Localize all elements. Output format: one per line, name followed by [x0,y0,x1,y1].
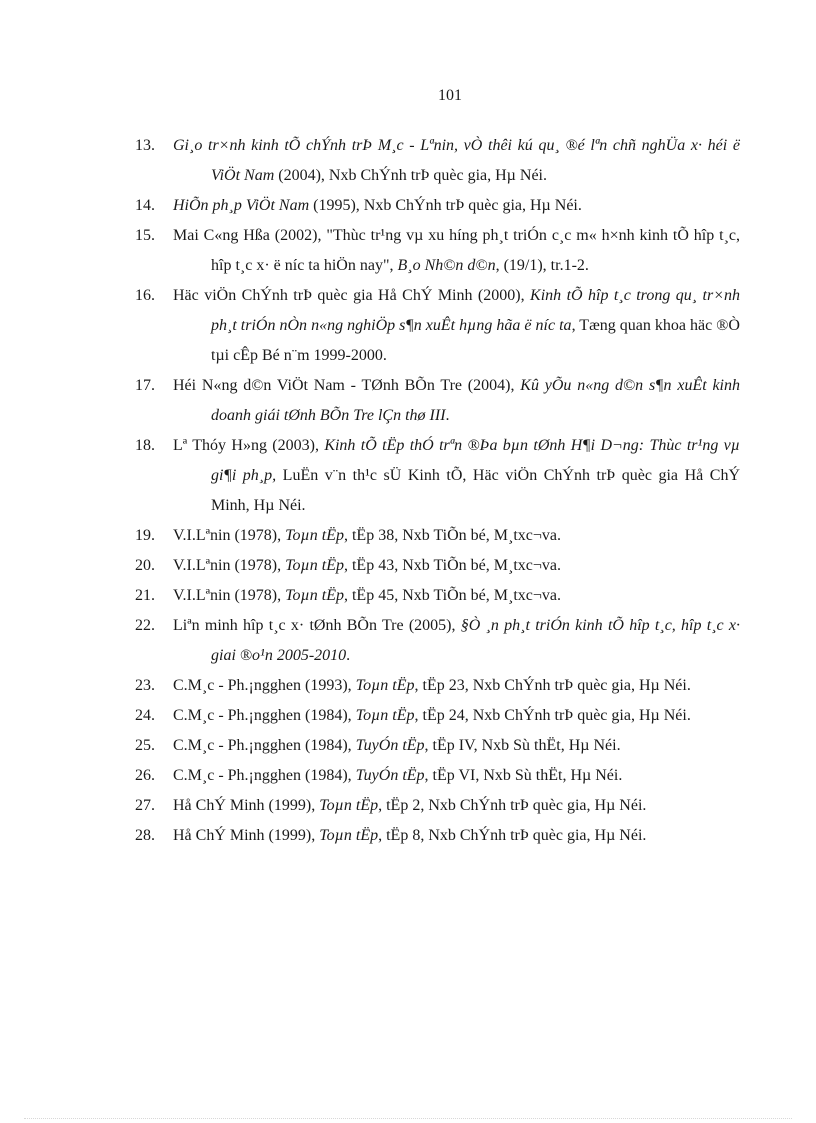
reference-detail: V.I.Lªnin (1978), [173,527,286,544]
reference-text [173,791,740,821]
reference-title: Gi¸o tr×nh kinh tÕ chÝnh trÞ M¸c - Lªnin, vÒ thêi kú qu¸ ®é lªn chñ nghÜa x· héi ë ViÖt Nam [173,137,740,184]
reference-title: TuyÓn tËp [355,737,425,754]
reference-detail: Mai C«ng Hßa (2002), "Thùc tr¹ng vµ xu híng ph¸t triÓn c¸c m« h×nh kinh tÕ hîp t¸c, hîp t¸c x· ë níc ta hiÖn nay", [173,227,740,274]
reference-number: 14. [135,197,155,214]
reference-number: 27. [135,797,155,814]
reference-text [173,221,740,281]
reference-text [173,701,740,731]
reference-title: HiÕn ph¸p ViÖt Nam [173,197,310,214]
reference-text [173,671,740,701]
reference-number: 20. [135,557,155,574]
reference-item [135,131,740,191]
reference-detail: (1995), Nxb ChÝnh trÞ quèc gia, Hµ Néi. [309,197,582,214]
reference-title: Toµn tËp [355,677,415,694]
reference-text [173,611,740,671]
reference-text [173,731,740,761]
reference-text [173,281,740,371]
reference-detail: , tËp 43, Nxb TiÕn bé, M¸txc¬va. [343,557,562,574]
reference-detail: , tËp 38, Nxb TiÕn bé, M¸txc¬va. [343,527,562,544]
reference-title: Toµn tËp [285,557,344,574]
reference-item [135,821,740,851]
reference-text [173,371,740,431]
reference-item [135,281,740,371]
reference-detail: C.M¸c - Ph.¡ngghen (1984), [173,707,356,724]
reference-title: Toµn tËp [319,797,379,814]
reference-detail: , tËp 24, Nxb ChÝnh trÞ quèc gia, Hµ Néi. [414,707,691,724]
reference-text [173,131,740,191]
reference-detail: Liªn minh hîp t¸c x· tØnh BÕn Tre (2005), [173,617,461,634]
reference-detail: , tËp 23, Nxb ChÝnh trÞ quèc gia, Hµ Néi. [414,677,691,694]
reference-detail: , tËp VI, Nxb Sù thËt, Hµ Néi. [424,767,623,784]
reference-list [135,131,740,851]
reference-number: 26. [135,767,155,784]
reference-detail: V.I.Lªnin (1978), [173,587,286,604]
reference-number: 28. [135,827,155,844]
reference-detail: Lª Thóy H»ng (2003), [173,437,325,454]
reference-item [135,431,740,521]
reference-detail: (2004), Nxb ChÝnh trÞ quèc gia, Hµ Néi. [274,167,547,184]
reference-text [173,821,740,851]
reference-title: Toµn tËp [285,527,344,544]
reference-number: 21. [135,587,155,604]
reference-item [135,761,740,791]
reference-title: Toµn tËp [285,587,344,604]
reference-number: 15. [135,227,155,244]
reference-item [135,551,740,581]
reference-detail: V.I.Lªnin (1978), [173,557,286,574]
reference-number: 16. [135,287,155,304]
page-number: 101 [438,87,462,104]
reference-detail: . [346,647,351,664]
reference-title: Toµn tËp [355,707,415,724]
reference-title: Kû yÕu n«ng d©n s¶n xuÊt kinh doanh giái tØnh BÕn Tre lÇn thø III [211,377,741,424]
reference-number: 13. [135,137,155,154]
reference-title: Toµn tËp [319,827,379,844]
reference-title: Kinh tÕ hîp t¸c trong qu¸ tr×nh ph¸t triÓn nÒn n«ng nghiÖp s¶n xuÊt hµng hãa ë níc ta [211,287,740,334]
reference-item [135,791,740,821]
reference-detail: , tËp 45, Nxb TiÕn bé, M¸txc¬va. [343,587,562,604]
reference-detail: Héi N«ng d©n ViÖt Nam - TØnh BÕn Tre (2004), [173,377,521,394]
reference-detail: C.M¸c - Ph.¡ngghen (1993), [173,677,356,694]
page-bottom-divider [24,1118,792,1119]
reference-number: 18. [135,437,155,454]
reference-detail: , tËp IV, Nxb Sù thËt, Hµ Néi. [424,737,621,754]
reference-detail: LuËn v¨n th¹c sÜ Kinh tÕ, Häc viÖn ChÝnh trÞ quèc gia Hå ChÝ Minh, Hµ Néi. [211,467,740,514]
reference-detail: , (19/1), tr.1-2. [495,257,589,274]
reference-item [135,611,740,671]
reference-title: §Ò ¸n ph¸t triÓn kinh tÕ hîp t¸c, hîp t¸c x· giai ®o¹n 2005-2010 [211,617,740,664]
reference-number: 19. [135,527,155,544]
reference-text [173,581,740,611]
reference-detail: Hå ChÝ Minh (1999), [173,797,320,814]
reference-number: 23. [135,677,155,694]
reference-detail: Häc viÖn ChÝnh trÞ quèc gia Hå ChÝ Minh (2000), [173,287,531,304]
reference-item [135,701,740,731]
reference-item [135,191,740,221]
reference-item [135,731,740,761]
reference-text [173,761,740,791]
reference-item [135,521,740,551]
reference-detail: . [445,407,450,424]
reference-number: 17. [135,377,155,394]
reference-detail: C.M¸c - Ph.¡ngghen (1984), [173,767,356,784]
reference-item [135,221,740,281]
reference-text [173,551,740,581]
reference-text [173,521,740,551]
reference-text [173,191,740,221]
reference-item [135,371,740,431]
reference-title: B¸o Nh©n d©n [397,257,496,274]
reference-detail: Hå ChÝ Minh (1999), [173,827,320,844]
reference-detail: , Tæng quan khoa häc ®Ò tµi cÊp Bé n¨m 1999-2000. [211,317,740,364]
reference-detail: , tËp 8, Nxb ChÝnh trÞ quèc gia, Hµ Néi. [378,827,647,844]
reference-detail: , tËp 2, Nxb ChÝnh trÞ quèc gia, Hµ Néi. [378,797,647,814]
reference-title: Kinh tÕ tËp thÓ trªn ®Þa bµn tØnh H¶i D¬ng: Thùc tr¹ng vµ gi¶i ph¸p, [211,437,740,484]
reference-number: 25. [135,737,155,754]
reference-text [173,431,740,521]
reference-item [135,581,740,611]
reference-number: 24. [135,707,155,724]
reference-item [135,671,740,701]
reference-detail: C.M¸c - Ph.¡ngghen (1984), [173,737,356,754]
reference-title: TuyÓn tËp [355,767,425,784]
reference-number: 22. [135,617,155,634]
